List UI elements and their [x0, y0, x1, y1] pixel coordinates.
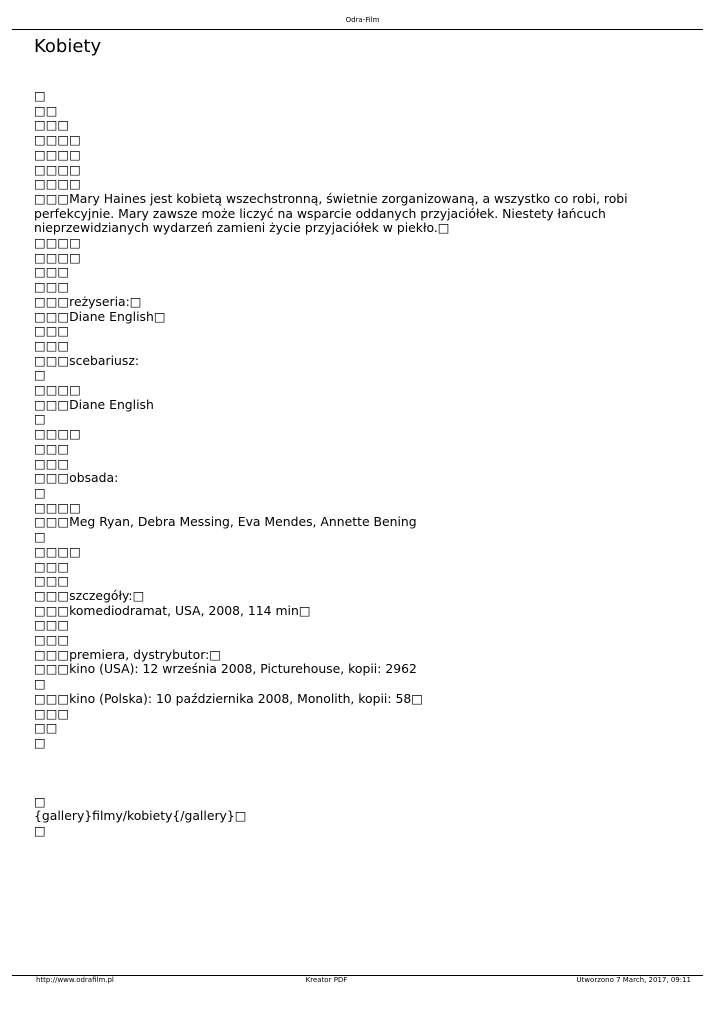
header-divider	[12, 29, 703, 30]
text-line: □□□obsada:	[34, 470, 119, 486]
text-line: □□□□	[34, 176, 81, 192]
text-line: □□□Meg Ryan, Debra Messing, Eva Mendes, Annette Bening	[34, 514, 417, 530]
text-line: □□□□	[34, 543, 81, 559]
article-lines	[34, 89, 634, 751]
text-line: □	[34, 734, 46, 750]
text-line: □□□	[34, 617, 70, 633]
text-line: □□□premiera, dystrybutor:□	[34, 646, 221, 662]
text-line: □□□	[34, 117, 70, 133]
text-line: □□□	[34, 573, 70, 589]
text-line: □□□	[34, 279, 70, 295]
text-line: □□□□	[34, 382, 81, 398]
page-title: Kobiety	[34, 36, 102, 57]
text-line: □□□□	[34, 235, 81, 251]
text-line: □□□scebariusz:	[34, 352, 139, 368]
text-line: {gallery}filmy/kobiety{/gallery}□	[34, 808, 247, 824]
text-line: □	[34, 823, 46, 839]
text-line: □	[34, 411, 46, 427]
text-line: □	[34, 676, 46, 692]
site-header: Odra-Film	[345, 16, 380, 24]
spacer	[34, 751, 634, 795]
text-line: □□□□	[34, 249, 81, 265]
text-line: □□□	[34, 440, 70, 456]
text-line: □	[34, 793, 46, 809]
text-line: □□□reżyseria:□	[34, 293, 142, 309]
text-line: □	[34, 484, 46, 500]
text-line: □□□Diane English	[34, 396, 154, 412]
text-line: □□□	[34, 455, 70, 471]
text-line: □□□□	[34, 146, 81, 162]
text-line: □□□□	[34, 132, 81, 148]
text-line: □□	[34, 102, 58, 118]
text-line: □□□komediodramat, USA, 2008, 114 min□	[34, 602, 311, 618]
text-line: □□□	[34, 632, 70, 648]
text-line: □□□kino (USA): 12 września 2008, Picturehouse, kopii: 2962	[34, 661, 417, 677]
text-line: □	[34, 367, 46, 383]
text-line: □□□szczegóły:□	[34, 587, 145, 603]
text-line: □□□	[34, 705, 70, 721]
text-line: □	[34, 529, 46, 545]
gallery-block	[34, 795, 634, 839]
text-line: □	[34, 88, 46, 103]
text-line: □□□□	[34, 499, 81, 515]
text-line: □□□□	[34, 161, 81, 177]
footer-generator: Kreator PDF	[305, 976, 348, 984]
article-body	[34, 89, 634, 839]
text-line: □□□	[34, 558, 70, 574]
text-line: □□□□	[34, 426, 81, 442]
footer-created: Utworzono 7 March, 2017, 09:11	[576, 976, 691, 984]
text-line: □□□	[34, 337, 70, 353]
text-line: □□□kino (Polska): 10 października 2008, Monolith, kopii: 58□	[34, 690, 423, 706]
text-line: □□□	[34, 264, 70, 280]
text-line: □□□	[34, 323, 70, 339]
text-line: □□□Mary Haines jest kobietą wszechstronną, świetnie zorganizowaną, a wszystko co robi, robi perfekcyjnie. Mary zawsze może liczyć na wsparcie oddanych przyjaciółek. Niestety łańcuch nieprzewidzianych wydarzeń zamieni życie przyjaciółek w piekło.□	[34, 190, 632, 236]
text-line: □□	[34, 720, 58, 736]
footer-url: http://www.odrafilm.pl	[36, 976, 114, 984]
text-line: □□□Diane English□	[34, 308, 166, 324]
